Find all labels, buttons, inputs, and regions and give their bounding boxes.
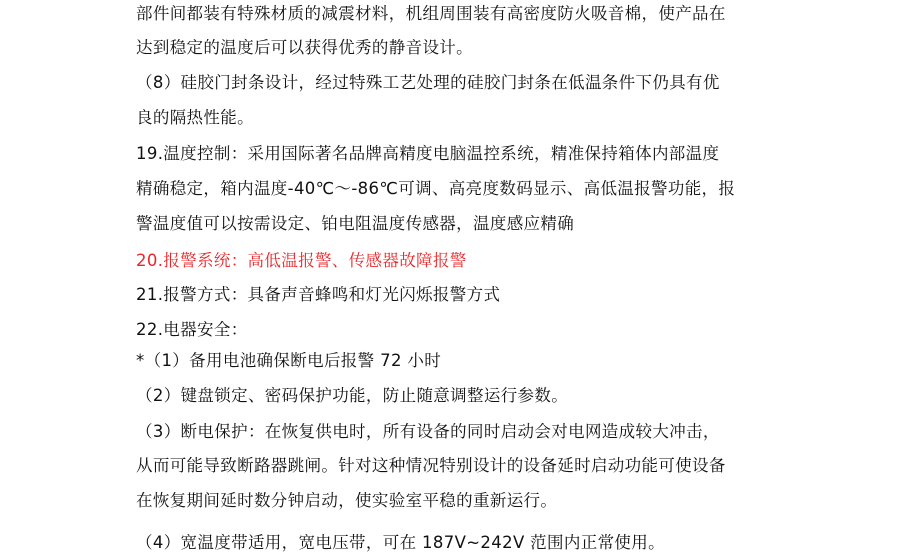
paragraph-line-12: （2）键盘锁定、密码保护功能，防止随意调整运行参数。 xyxy=(136,386,569,405)
paragraph-line-11: *（1）备用电池确保断电后报警 72 小时 xyxy=(136,351,442,370)
paragraph-line-6: 精确稳定，箱内温度-40℃～-86℃可调、高亮度数码显示、高低温报警功能，报 xyxy=(136,179,736,198)
paragraph-line-7: 警温度值可以按需设定、铂电阻温度传感器，温度感应精确 xyxy=(136,214,575,233)
paragraph-line-16: （4）宽温度带适用，宽电压带，可在 187V~242V 范围内正常使用。 xyxy=(136,533,665,552)
paragraph-line-13: （3）断电保护：在恢复供电时，所有设备的同时启动会对电网造成较大冲击， xyxy=(136,422,720,441)
paragraph-line-2: 达到稳定的温度后可以获得优秀的静音设计。 xyxy=(136,38,473,57)
paragraph-line-5: 19.温度控制：采用国际著名品牌高精度电脑温控系统，精准保持箱体内部温度 xyxy=(136,144,720,163)
paragraph-line-3: （8）硅胶门封条设计，经过特殊工艺处理的硅胶门封条在低温条件下仍具有优 xyxy=(136,73,720,92)
paragraph-line-15: 在恢复期间延时数分钟启动，使实验室平稳的重新运行。 xyxy=(136,491,558,510)
paragraph-line-14: 从而可能导致断路器跳闸。针对这种情况特别设计的设备延时启动功能可使设备 xyxy=(136,456,726,475)
alarm-system-heading: 20.报警系统：高低温报警、传感器故障报警 xyxy=(136,251,467,270)
paragraph-line-1: 部件间都装有特殊材质的减震材料，机组周围装有高密度防火吸音棉，使产品在 xyxy=(136,4,726,23)
paragraph-line-10: 22.电器安全： xyxy=(136,320,248,339)
paragraph-line-4: 良的隔热性能。 xyxy=(136,108,254,127)
paragraph-line-9: 21.报警方式：具备声音蜂鸣和灯光闪烁报警方式 xyxy=(136,285,501,304)
